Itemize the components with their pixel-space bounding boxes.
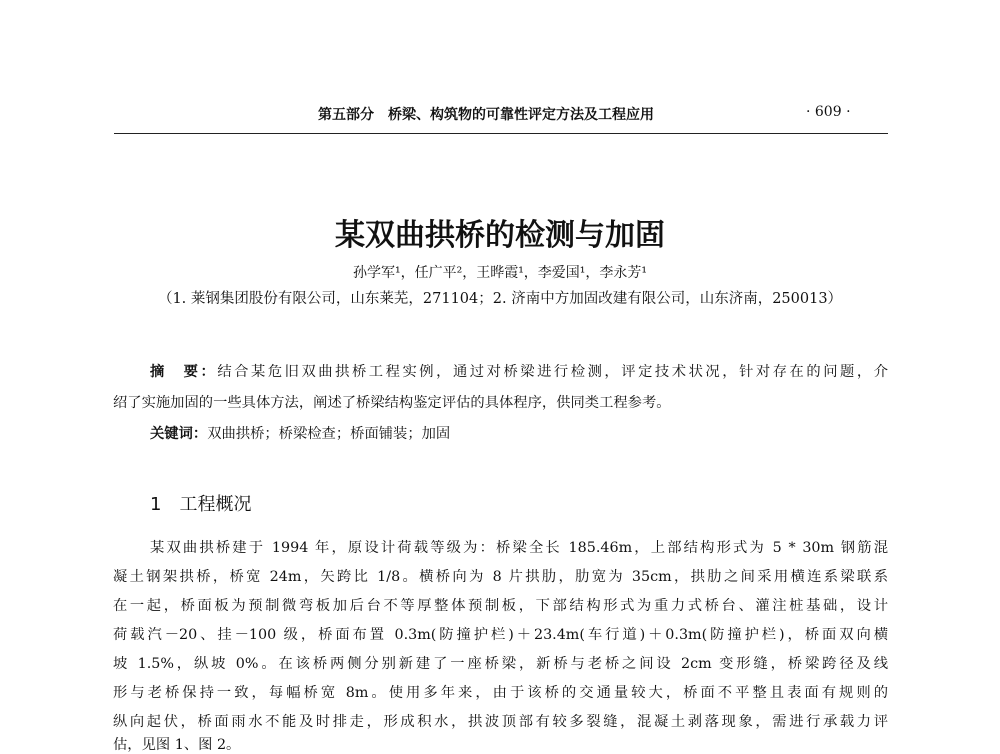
running-header: 第五部分 桥梁、构筑物的可靠性评定方法及工程应用 bbox=[318, 107, 654, 123]
abstract-text-1: 结合某危旧双曲拱桥工程实例，通过对桥梁进行检测，评定技术状况，针对存在的问题，介 bbox=[217, 364, 888, 380]
paper-title: 某双曲拱桥的检测与加固 bbox=[335, 218, 665, 253]
body-line: 荷载汽－20、挂－100 级，桥面布置 0.3m(防撞护栏)＋23.4m(车行道)＋0.3m(防撞护栏)，桥面双向横 bbox=[113, 627, 888, 643]
page-number: · 609 · bbox=[806, 104, 851, 120]
section-heading: 1 工程概况 bbox=[150, 494, 252, 515]
abstract-label: 摘 要： bbox=[150, 364, 218, 380]
header-rule bbox=[114, 133, 888, 134]
body-line: 纵向起伏，桥面雨水不能及时排走，形成积水，拱波顶部有较多裂缝，混凝土剥落现象，需进行承载力评 bbox=[113, 714, 888, 730]
affiliation-list: （1. 莱钢集团股份有限公司，山东莱芜，271104；2. 济南中方加固改建有限公司，山东济南，250013） bbox=[157, 291, 843, 307]
body-line: 某双曲拱桥建于 1994 年，原设计荷载等级为：桥梁全长 185.46m，上部结构形式为 5 * 30m 钢筋混 bbox=[150, 540, 888, 556]
abstract-line-2: 绍了实施加固的一些具体方法，阐述了桥梁结构鉴定评估的具体程序，供同类工程参考。 bbox=[113, 395, 671, 411]
keywords-text: 双曲拱桥；桥梁检查；桥面铺装；加固 bbox=[207, 426, 451, 442]
body-line: 凝土钢架拱桥，桥宽 24m，矢跨比 1/8。横桥向为 8 片拱肋，肋宽为 35cm，拱肋之间采用横连系梁联系 bbox=[113, 569, 888, 585]
body-line: 估，见图 1、图 2。 bbox=[113, 737, 241, 753]
keywords-label: 关键词： bbox=[150, 426, 208, 442]
author-list: 孙学军¹，任广平²，王晔霞¹，李爱国¹，李永芳¹ bbox=[352, 265, 648, 281]
abstract-line-1 bbox=[150, 361, 888, 381]
body-line: 在一起，桥面板为预制微弯板加后台不等厚整体预制板，下部结构形式为重力式桥台、灌注桩基础，设计 bbox=[113, 598, 888, 614]
body-line: 形与老桥保持一致，每幅桥宽 8m。使用多年来，由于该桥的交通量较大，桥面不平整且表面有规则的 bbox=[113, 685, 888, 701]
keywords-line bbox=[150, 423, 888, 443]
body-line: 坡 1.5%，纵坡 0%。在该桥两侧分别新建了一座桥梁，新桥与老桥之间设 2cm 变形缝，桥梁跨径及线 bbox=[113, 656, 888, 672]
